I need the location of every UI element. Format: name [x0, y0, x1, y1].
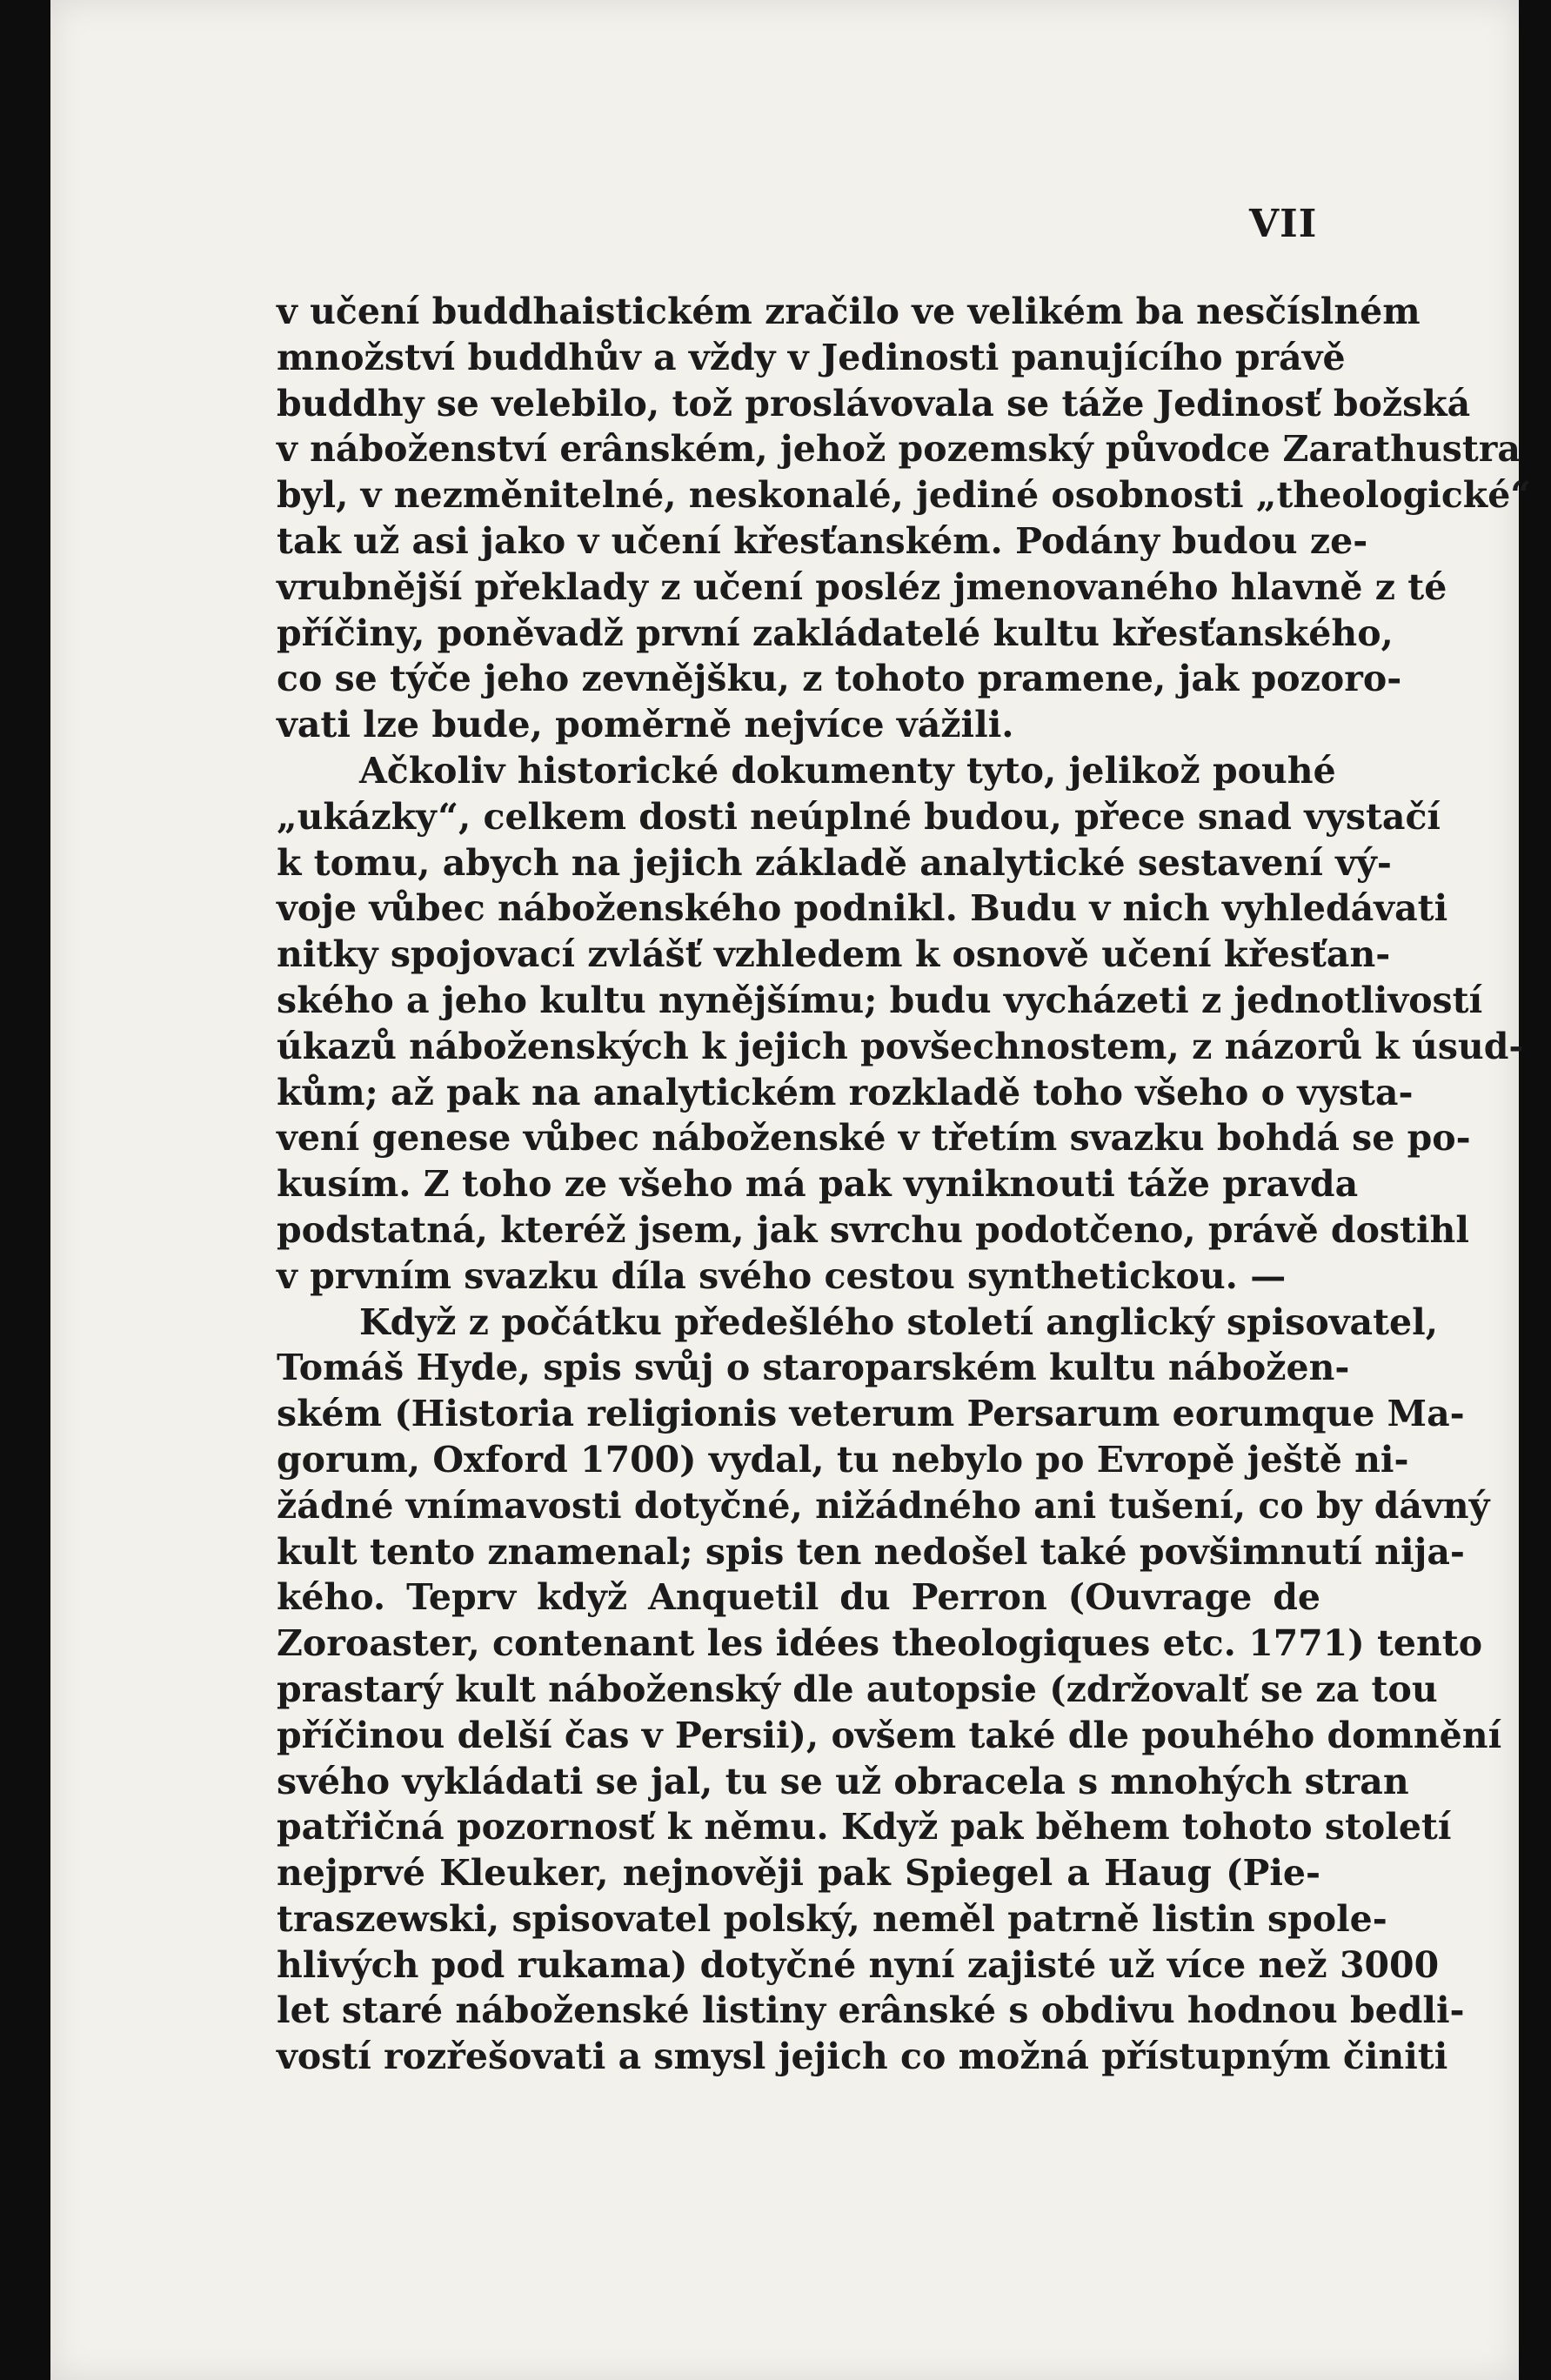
text-line: hlivých pod rukama) dotyčné nyní zajisté už více než 3000 — [277, 1943, 1440, 1986]
text-line: příčinou delší čas v Persii), ovšem také dle pouhého domnění — [277, 1714, 1502, 1756]
text-line: prastarý kult náboženský dle autopsie (zdržovalť se za tou — [277, 1668, 1438, 1710]
text-line: vrubnější překlady z učení posléz jmenovaného hlavně z té — [277, 565, 1447, 608]
text-line: Když z počátku předešlého století anglický spisovatel, — [359, 1300, 1438, 1343]
text-line: tak už asi jako v učení křesťanském. Podány budou ze- — [277, 519, 1368, 562]
text-line: vení genese vůbec náboženské v třetím svazku bohdá se po- — [277, 1117, 1471, 1160]
text-line: kého. Teprv když Anquetil du Perron (Ouvrage de — [277, 1576, 1320, 1619]
text-line: podstatná, kteréž jsem, jak svrchu podotčeno, právě dostihl — [277, 1208, 1469, 1251]
text-line: množství buddhův a vždy v Jedinosti panujícího právě — [277, 336, 1346, 378]
text-line: gorum, Oxford 1700) vydal, tu nebylo po Evropě ještě ni- — [277, 1438, 1409, 1481]
text-line: úkazů náboženských k jejich povšechnostem, z názorů k úsud- — [277, 1025, 1524, 1067]
body-text — [277, 289, 1531, 2080]
text-line: v prvním svazku díla svého cestou synthetickou. — — [277, 1254, 1287, 1297]
text-line: buddhy se velebilo, tož proslávovala se táže Jedinosť božská — [277, 382, 1471, 425]
text-line: traszewski, spisovatel polský, neměl patrně listin spole- — [277, 1897, 1387, 1940]
text-line: svého vykládati se jal, tu se už obracela s mnohých stran — [277, 1760, 1409, 1802]
text-line: Ačkoliv historické dokumenty tyto, jelikož pouhé — [359, 749, 1336, 792]
text-line: let staré náboženské listiny erânské s obdivu hodnou bedli- — [277, 1989, 1465, 2032]
text-line: příčiny, poněvadž první zakládatelé kultu křesťanského, — [277, 612, 1394, 654]
text-line: nejprvé Kleuker, nejnověji pak Spiegel a Haug (Pie- — [277, 1852, 1320, 1895]
text-line: co se týče jeho zevnějšku, z tohoto pramene, jak pozoro- — [277, 658, 1402, 700]
text-line: žádné vnímavosti dotyčné, nižádného ani tušení, co by dávný — [277, 1484, 1490, 1527]
text-line: nitky spojovací zvlášť vzhledem k osnově učení křesťan- — [277, 933, 1391, 976]
text-line: kult tento znamenal; spis ten nedošel také povšimnutí nija- — [277, 1530, 1465, 1573]
text-line: vostí rozřešovati a smysl jejich co možná přístupným činiti — [277, 2036, 1448, 2078]
text-line: ském (Historia religionis veterum Persarum eorumque Ma- — [277, 1393, 1465, 1435]
text-line: ského a jeho kultu nynějšímu; budu vycházeti z jednotlivostí — [277, 979, 1483, 1021]
book-page — [50, 0, 1531, 2380]
text-line: voje vůbec náboženského podnikl. Budu v nich vyhledávati — [277, 887, 1448, 930]
text-line: patřičná pozornosť k němu. Když pak během tohoto století — [277, 1806, 1452, 1849]
text-line: kům; až pak na analytickém rozkladě toho všeho o vysta- — [277, 1071, 1414, 1113]
text-line: „ukázky“, celkem dosti neúplné budou, přece snad vystačí — [277, 795, 1441, 838]
text-line: vati lze bude, poměrně nejvíce vážili. — [277, 704, 1014, 746]
page-number: VII — [1249, 202, 1318, 246]
text-line: byl, v nezměnitelné, neskonalé, jediné osobnosti „theologické“ — [277, 474, 1531, 517]
text-line: Zoroaster, contenant les idées theologiques etc. 1771) tento — [277, 1622, 1483, 1665]
text-line: k tomu, abych na jejich základě analytické sestavení vý- — [277, 841, 1392, 884]
text-line: v náboženství erânském, jehož pozemský původce Zarathustra — [277, 428, 1521, 471]
text-line: kusím. Z toho ze všeho má pak vyniknouti táže pravda — [277, 1163, 1359, 1206]
text-line: Tomáš Hyde, spis svůj o staroparském kultu nábožen- — [277, 1347, 1350, 1389]
text-line: v učení buddhaistickém zračilo ve velikém ba nesčíslném — [277, 291, 1421, 332]
